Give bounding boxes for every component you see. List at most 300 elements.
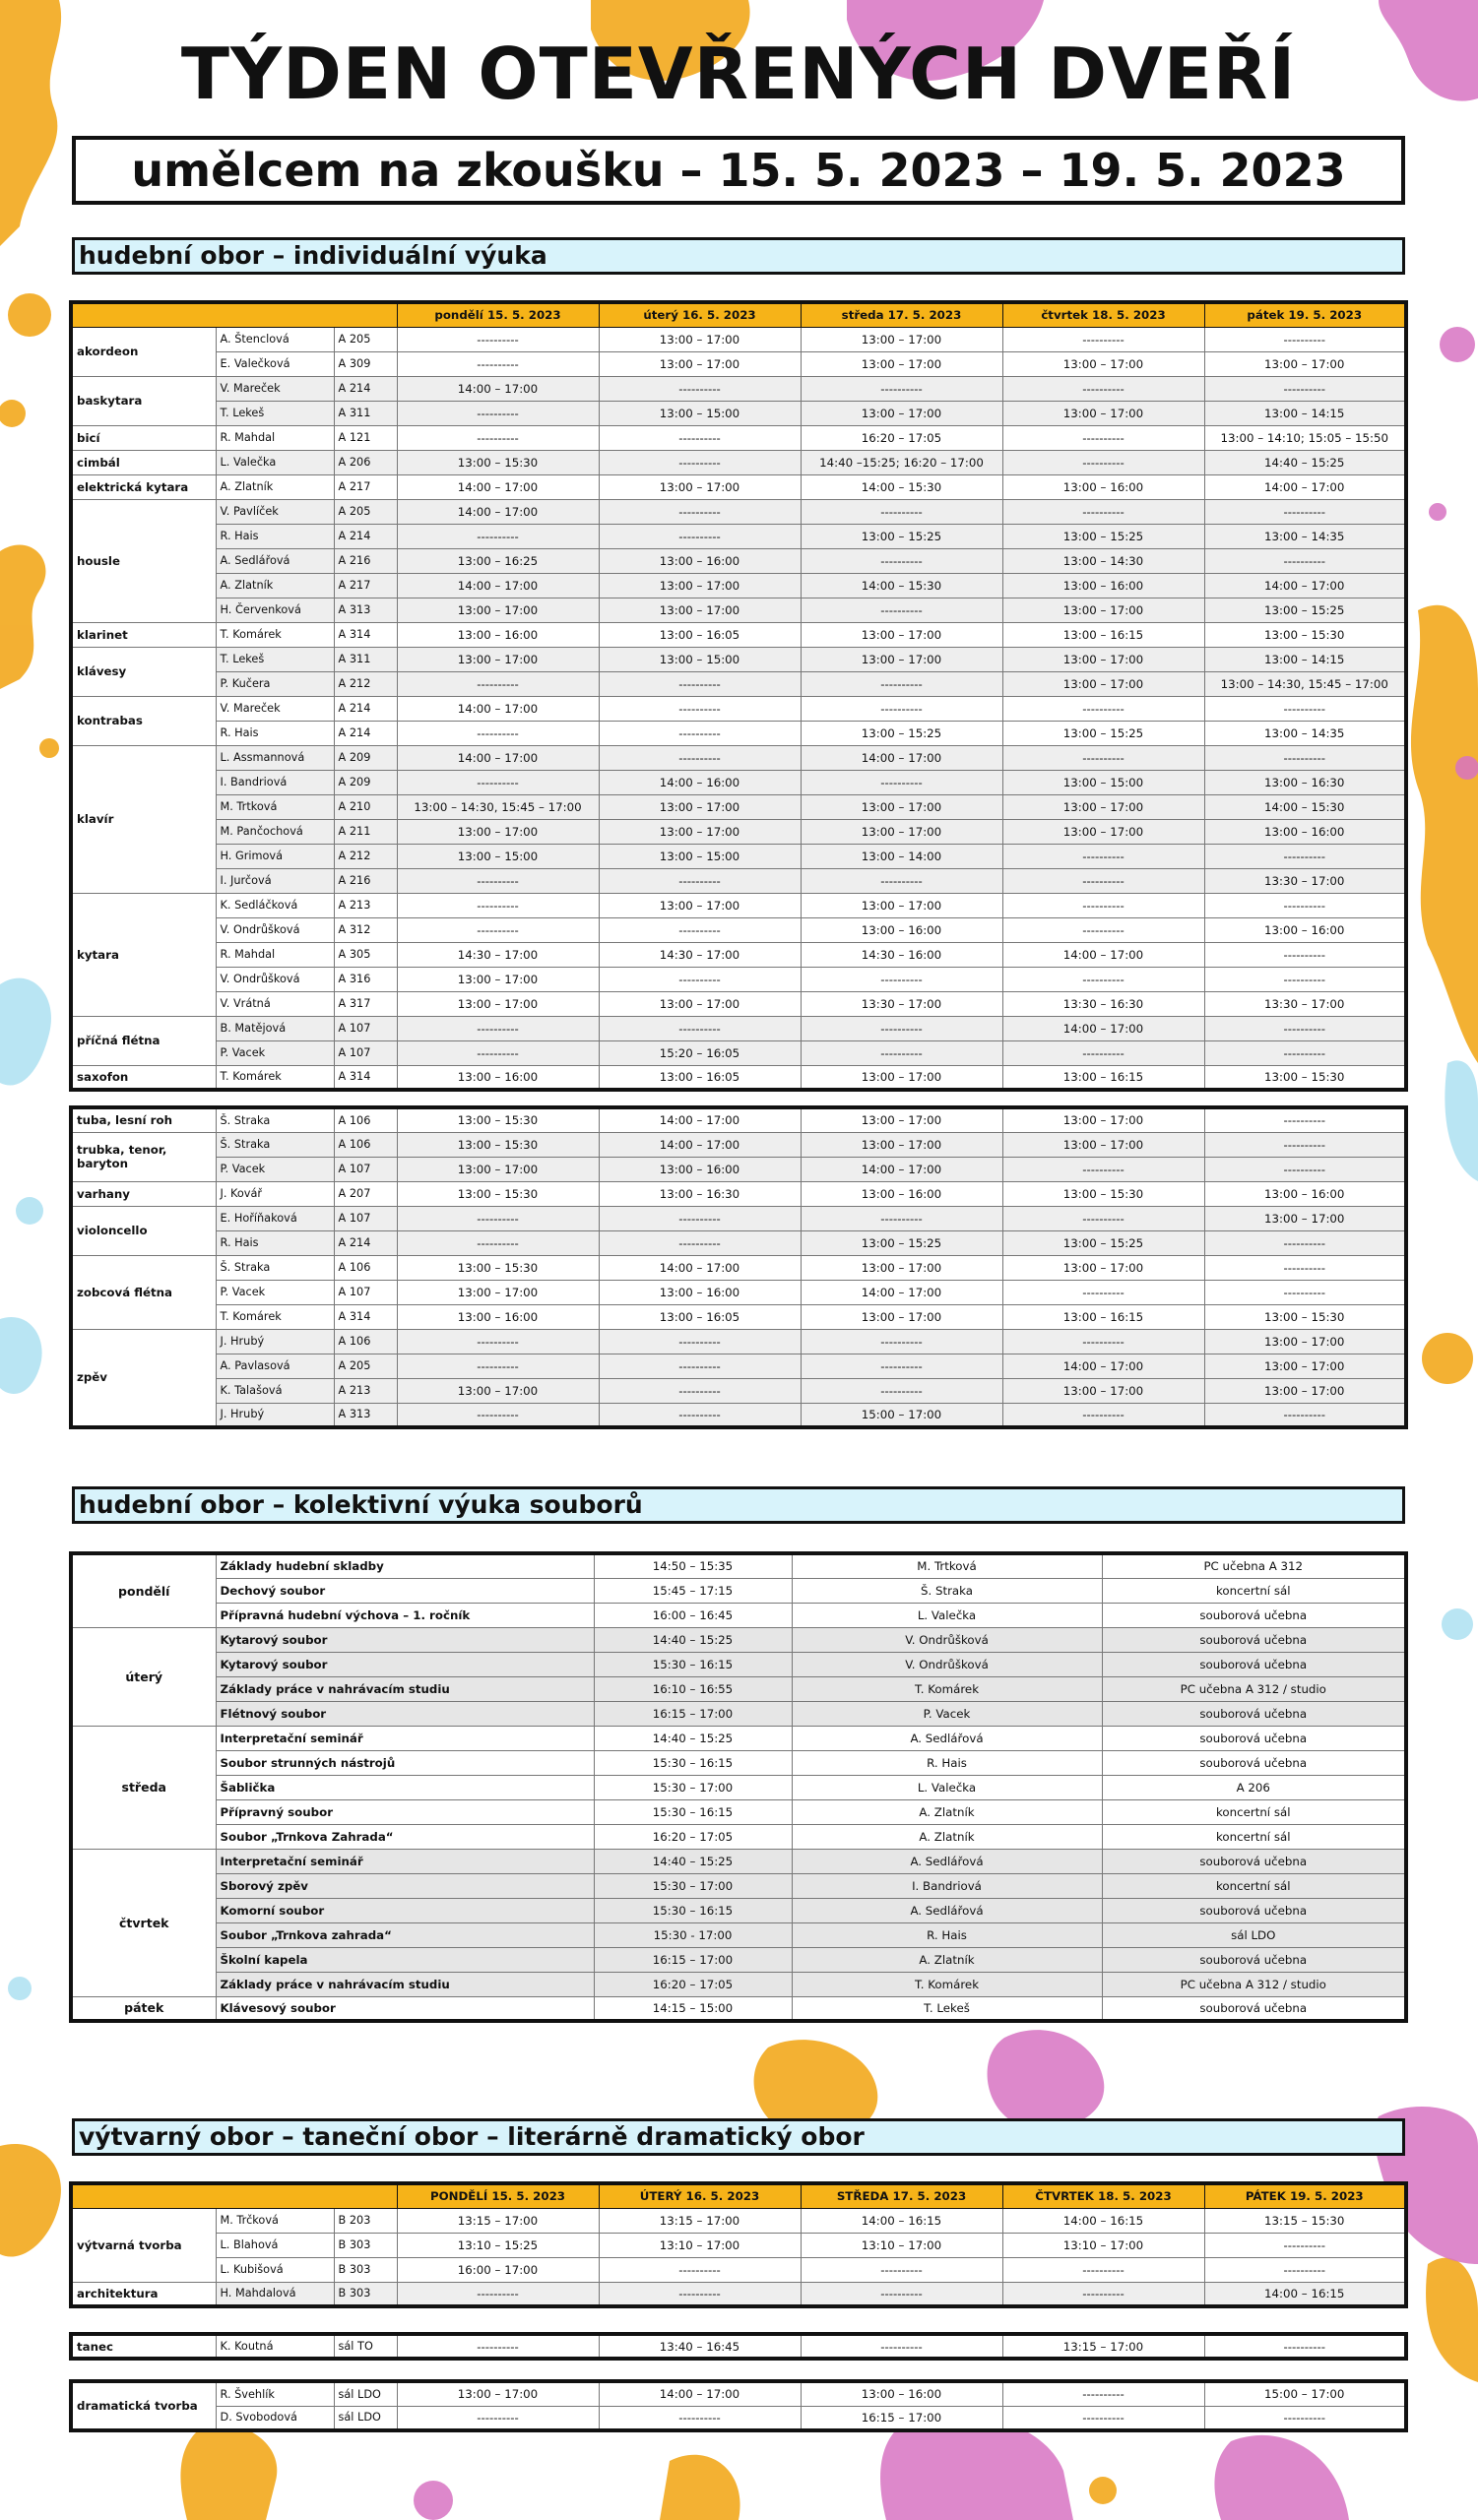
time-cell: 15:20 – 16:05 [599,1040,801,1065]
time-cell: 14:00 – 15:30 [801,573,1002,598]
time-cell: ---------- [397,401,599,425]
table-row [71,2233,1406,2257]
time-cell: ---------- [599,2282,801,2306]
time-cell: ---------- [599,696,801,721]
time-cell: ---------- [1002,745,1204,770]
time-cell: 13:15 – 17:00 [599,2208,801,2233]
time-cell: 13:00 – 15:00 [599,647,801,671]
teacher-name: T. Komárek [216,1304,334,1329]
time-cell: 13:00 – 17:00 [801,327,1002,351]
time-cell: 14:00 – 17:00 [397,696,599,721]
table-row [71,499,1406,524]
header-day: STŘEDA 17. 5. 2023 [801,2183,1002,2208]
header-blank [71,2183,397,2208]
ensemble-name: Základy práce v nahrávacím studiu [216,1676,594,1701]
room: A 121 [334,425,397,450]
room: A 206 [1102,1775,1406,1799]
instrument-name: trubka, tenor, baryton [71,1132,216,1181]
time-cell: 13:00 – 15:30 [1204,1304,1406,1329]
header-day: PONDĚLÍ 15. 5. 2023 [397,2183,599,2208]
table-row [71,844,1406,868]
room: A 314 [334,622,397,647]
time-cell: 14:00 – 17:00 [1204,474,1406,499]
day-name: středa [71,1726,216,1849]
room: sál TO [334,2334,397,2359]
instrument-name: housle [71,499,216,622]
room: sál LDO [1102,1922,1406,1947]
time-cell: 13:00 – 17:00 [1002,647,1204,671]
instrument-name: akordeon [71,327,216,376]
time-cell: 13:00 – 17:00 [801,819,1002,844]
instrument-name: výtvarná tvorba [71,2208,216,2282]
teacher-name: R. Hais [792,1922,1102,1947]
time-cell: ---------- [599,1403,801,1427]
time-cell: ---------- [599,1378,801,1403]
room: A 314 [334,1065,397,1090]
time-cell: 14:00 – 17:00 [1204,573,1406,598]
teacher-name: R. Hais [792,1750,1102,1775]
time-cell: ---------- [599,499,801,524]
time-cell: ---------- [1204,1230,1406,1255]
table-row [71,1016,1406,1040]
table-row [71,2381,1406,2406]
individual-table-a [69,300,1408,1092]
time-cell: 13:00 – 17:00 [801,351,1002,376]
time-cell: ---------- [1204,1016,1406,1040]
room: PC učebna A 312 [1102,1553,1406,1578]
time-cell: 13:10 – 17:00 [599,2233,801,2257]
time-cell: 15:30 – 16:15 [594,1652,792,1676]
time-cell: ---------- [1002,2381,1204,2406]
time-cell: 13:30 – 17:00 [1204,991,1406,1016]
time-cell: 13:00 – 14:15 [1204,401,1406,425]
time-cell: ---------- [801,868,1002,893]
room: A 209 [334,745,397,770]
teacher-name: R. Hais [216,1230,334,1255]
time-cell: 14:00 – 17:00 [801,1157,1002,1181]
teacher-name: P. Vacek [216,1280,334,1304]
time-cell: ---------- [599,721,801,745]
table-row [71,1652,1406,1676]
time-cell: ---------- [1002,1280,1204,1304]
time-cell: ---------- [599,917,801,942]
time-cell: 14:30 – 16:00 [801,942,1002,967]
instrument-name: bicí [71,425,216,450]
table-row [71,548,1406,573]
time-cell: 13:00 – 15:25 [801,524,1002,548]
table-row [71,794,1406,819]
room: souborová učebna [1102,1898,1406,1922]
time-cell: 13:00 – 17:00 [1002,1255,1204,1280]
time-cell: 15:30 – 16:15 [594,1799,792,1824]
room: A 106 [334,1132,397,1157]
time-cell: ---------- [1204,1280,1406,1304]
room: koncertní sál [1102,1578,1406,1603]
teacher-name: M. Trčková [216,2208,334,2233]
teacher-name: E. Valečková [216,351,334,376]
teacher-name: I. Jurčová [216,868,334,893]
room: A 107 [334,1016,397,1040]
time-cell: ---------- [1002,376,1204,401]
time-cell: 14:00 – 17:00 [801,1280,1002,1304]
day-name: čtvrtek [71,1849,216,1996]
time-cell: ---------- [397,1354,599,1378]
teacher-name: T. Komárek [792,1676,1102,1701]
time-cell: ---------- [1204,499,1406,524]
instrument-name: varhany [71,1181,216,1206]
room: A 216 [334,548,397,573]
table-row [71,1726,1406,1750]
table-row [71,967,1406,991]
room: A 305 [334,942,397,967]
instrument-name: architektura [71,2282,216,2306]
room: A 107 [334,1206,397,1230]
teacher-name: A. Zlatník [792,1947,1102,1972]
time-cell: 13:00 – 17:00 [801,1107,1002,1132]
table-row [71,1799,1406,1824]
time-cell: ---------- [801,2282,1002,2306]
time-cell: 14:00 – 17:00 [1002,1016,1204,1040]
teacher-name: A. Pavlasová [216,1354,334,1378]
time-cell: ---------- [397,2406,599,2430]
table-row [71,917,1406,942]
time-cell: 13:00 – 14:30, 15:45 – 17:00 [1204,671,1406,696]
table-row [71,868,1406,893]
teacher-name: D. Svobodová [216,2406,334,2430]
time-cell: 13:00 – 17:00 [1204,351,1406,376]
teacher-name: K. Sedláčková [216,893,334,917]
time-cell: 14:00 – 17:00 [1002,942,1204,967]
time-cell: 13:00 – 15:25 [801,721,1002,745]
ensemble-name: Sborový zpěv [216,1873,594,1898]
time-cell: 13:00 – 17:00 [599,819,801,844]
teacher-name: V. Vrátná [216,991,334,1016]
room: souborová učebna [1102,1996,1406,2021]
table-row [71,1206,1406,1230]
room: A 205 [334,1354,397,1378]
time-cell: 13:00 – 16:00 [801,917,1002,942]
time-cell: ---------- [397,351,599,376]
time-cell: 14:00 – 17:00 [599,1255,801,1280]
time-cell: 13:00 – 17:00 [599,474,801,499]
teacher-name: E. Hoříňaková [216,1206,334,1230]
table-row [71,647,1406,671]
time-cell: ---------- [599,2406,801,2430]
ensemble-name: Přípravný soubor [216,1799,594,1824]
teacher-name: P. Kučera [216,671,334,696]
teacher-name: A. Sedlářová [792,1726,1102,1750]
room: A 217 [334,474,397,499]
time-cell: 14:15 – 15:00 [594,1996,792,2021]
time-cell: 13:00 – 17:00 [599,598,801,622]
instrument-name: saxofon [71,1065,216,1090]
time-cell: 14:40 – 15:25 [594,1849,792,1873]
table-row [71,2406,1406,2430]
time-cell: 13:00 – 15:00 [599,844,801,868]
time-cell: ---------- [397,671,599,696]
time-cell: ---------- [397,1403,599,1427]
time-cell: ---------- [599,524,801,548]
time-cell: 13:00 – 16:00 [1002,474,1204,499]
room: B 303 [334,2233,397,2257]
instrument-name: příčná flétna [71,1016,216,1065]
time-cell: 13:00 – 14:10; 15:05 – 15:50 [1204,425,1406,450]
table-row [71,1255,1406,1280]
day-name: úterý [71,1627,216,1726]
header-day: pátek 19. 5. 2023 [1204,302,1406,327]
header-day: úterý 16. 5. 2023 [599,302,801,327]
time-cell: ---------- [1002,893,1204,917]
time-cell: ---------- [801,1378,1002,1403]
time-cell: 13:00 – 16:15 [1002,622,1204,647]
time-cell: ---------- [599,1354,801,1378]
time-cell: 14:00 – 17:00 [599,1107,801,1132]
time-cell: 16:00 – 17:00 [397,2257,599,2282]
teacher-name: M. Trtková [216,794,334,819]
ensemble-name: Soubor „Trnkova zahrada“ [216,1922,594,1947]
time-cell: ---------- [1002,696,1204,721]
room: A 214 [334,376,397,401]
time-cell: 14:00 – 17:00 [599,2381,801,2406]
section-heading-art: výtvarný obor – taneční obor – literárně dramatický obor [72,2118,1405,2156]
instrument-name: kontrabas [71,696,216,745]
time-cell: ---------- [801,598,1002,622]
teacher-name: L. Valečka [792,1603,1102,1627]
header-day: čtvrtek 18. 5. 2023 [1002,302,1204,327]
time-cell: 13:00 – 17:00 [801,647,1002,671]
time-cell: 13:00 – 17:00 [1204,1354,1406,1378]
day-name: pátek [71,1996,216,2021]
time-cell: 13:00 – 17:00 [1204,1378,1406,1403]
time-cell: 13:00 – 16:05 [599,1304,801,1329]
table-row [71,401,1406,425]
time-cell: 13:00 – 17:00 [1204,1329,1406,1354]
time-cell: 13:00 – 17:00 [599,327,801,351]
time-cell: 14:40 – 15:25 [594,1627,792,1652]
time-cell: 14:50 – 15:35 [594,1553,792,1578]
room: A 214 [334,696,397,721]
table-row [71,327,1406,351]
table-row [71,1972,1406,1996]
time-cell: ---------- [1204,1040,1406,1065]
teacher-name: P. Vacek [216,1157,334,1181]
table-row [71,1701,1406,1726]
room: A 212 [334,844,397,868]
time-cell: ---------- [1204,844,1406,868]
table-row [71,1304,1406,1329]
instrument-name: klavír [71,745,216,893]
time-cell: 13:00 – 16:00 [1204,819,1406,844]
time-cell: 13:00 – 17:00 [397,647,599,671]
day-name: pondělí [71,1553,216,1627]
table-row [71,1676,1406,1701]
page-title: TÝDEN OTEVŘENÝCH DVEŘÍ [180,32,1297,115]
teacher-name: T. Lekeš [216,647,334,671]
room: A 314 [334,1304,397,1329]
room: souborová učebna [1102,1849,1406,1873]
teacher-name: A. Zlatník [792,1799,1102,1824]
time-cell: 15:30 - 17:00 [594,1922,792,1947]
time-cell: 14:00 – 15:30 [801,474,1002,499]
time-cell: ---------- [1002,499,1204,524]
time-cell: 13:00 – 16:00 [397,1304,599,1329]
time-cell: 16:20 – 17:05 [594,1824,792,1849]
time-cell: ---------- [397,524,599,548]
time-cell: ---------- [1002,327,1204,351]
time-cell: 16:15 – 17:00 [801,2406,1002,2430]
room: A 313 [334,1403,397,1427]
teacher-name: I. Bandriová [216,770,334,794]
header-day: pondělí 15. 5. 2023 [397,302,599,327]
room: souborová učebna [1102,1652,1406,1676]
time-cell: 15:30 – 17:00 [594,1775,792,1799]
table-row [71,1553,1406,1578]
room: A 213 [334,893,397,917]
room: A 313 [334,598,397,622]
time-cell: ---------- [1204,2406,1406,2430]
teacher-name: K. Koutná [216,2334,334,2359]
time-cell: ---------- [801,696,1002,721]
ensemble-name: Přípravná hudební výchova – 1. ročník [216,1603,594,1627]
time-cell: ---------- [397,1040,599,1065]
time-cell: ---------- [397,770,599,794]
room: A 309 [334,351,397,376]
time-cell: 16:00 – 16:45 [594,1603,792,1627]
time-cell: 14:30 – 17:00 [397,942,599,967]
time-cell: 13:00 – 17:00 [1002,794,1204,819]
time-cell: ---------- [1204,696,1406,721]
teacher-name: P. Vacek [792,1701,1102,1726]
time-cell: 13:00 – 16:00 [1204,1181,1406,1206]
time-cell: 13:00 – 15:30 [1002,1181,1204,1206]
teacher-name: R. Mahdal [216,942,334,967]
table-row [71,1065,1406,1090]
table-row [71,1750,1406,1775]
teacher-name: T. Komárek [216,1065,334,1090]
room: A 317 [334,991,397,1016]
time-cell: ---------- [599,1016,801,1040]
time-cell: ---------- [397,1230,599,1255]
time-cell: 14:40 –15:25; 16:20 – 17:00 [801,450,1002,474]
table-row [71,671,1406,696]
time-cell: ---------- [1002,1040,1204,1065]
time-cell: 14:00 – 17:00 [397,499,599,524]
time-cell: ---------- [1204,2233,1406,2257]
time-cell: 13:00 – 17:00 [1002,819,1204,844]
time-cell: 16:15 – 17:00 [594,1701,792,1726]
time-cell: 13:15 – 17:00 [1002,2334,1204,2359]
time-cell: 14:40 – 15:25 [1204,450,1406,474]
time-cell: 13:10 – 17:00 [1002,2233,1204,2257]
time-cell: ---------- [1204,1403,1406,1427]
teacher-name: A. Zlatník [216,474,334,499]
teacher-name: J. Hrubý [216,1403,334,1427]
time-cell: ---------- [397,1329,599,1354]
time-cell: ---------- [1002,2406,1204,2430]
time-cell: 13:00 – 14:00 [801,844,1002,868]
time-cell: 13:00 – 17:00 [397,1378,599,1403]
room: A 106 [334,1329,397,1354]
room: sál LDO [334,2406,397,2430]
teacher-name: A. Štenclová [216,327,334,351]
instrument-name: klávesy [71,647,216,696]
ensemble-name: Základy práce v nahrávacím studiu [216,1972,594,1996]
time-cell: 13:00 – 14:30 [1002,548,1204,573]
instrument-name: elektrická kytara [71,474,216,499]
time-cell: 15:30 – 17:00 [594,1873,792,1898]
time-cell: 14:00 – 17:00 [397,376,599,401]
table-row [71,1849,1406,1873]
table-row [71,1157,1406,1181]
time-cell: 13:10 – 17:00 [801,2233,1002,2257]
time-cell: 13:30 – 16:30 [1002,991,1204,1016]
time-cell: ---------- [801,1040,1002,1065]
teacher-name: Š. Straka [216,1107,334,1132]
time-cell: 13:00 – 15:30 [397,450,599,474]
time-cell: 13:00 – 14:30, 15:45 – 17:00 [397,794,599,819]
room: A 106 [334,1255,397,1280]
time-cell: ---------- [1002,450,1204,474]
time-cell: ---------- [1204,2334,1406,2359]
room: A 106 [334,1107,397,1132]
table-row [71,696,1406,721]
time-cell: ---------- [1204,376,1406,401]
header-day: PÁTEK 19. 5. 2023 [1204,2183,1406,2208]
teacher-name: B. Matějová [216,1016,334,1040]
room: A 214 [334,1230,397,1255]
time-cell: ---------- [801,2257,1002,2282]
room: B 303 [334,2282,397,2306]
time-cell: ---------- [1002,1403,1204,1427]
teacher-name: H. Červenková [216,598,334,622]
time-cell: ---------- [1204,893,1406,917]
time-cell: ---------- [599,376,801,401]
teacher-name: A. Zlatník [216,573,334,598]
table-header-row [71,302,1406,327]
time-cell: 16:10 – 16:55 [594,1676,792,1701]
room: koncertní sál [1102,1824,1406,1849]
time-cell: ---------- [801,770,1002,794]
time-cell: 16:20 – 17:05 [801,425,1002,450]
room: A 311 [334,401,397,425]
time-cell: ---------- [801,548,1002,573]
time-cell: ---------- [801,1206,1002,1230]
teacher-name: J. Kovář [216,1181,334,1206]
teacher-name: L. Assmannová [216,745,334,770]
ensemble-name: Klávesový soubor [216,1996,594,2021]
time-cell: ---------- [801,2334,1002,2359]
teacher-name: V. Ondrůšková [792,1652,1102,1676]
ensemble-name: Komorní soubor [216,1898,594,1922]
table-row [71,1132,1406,1157]
time-cell: 13:00 – 17:00 [801,794,1002,819]
table-row [71,721,1406,745]
time-cell: 15:30 – 16:15 [594,1898,792,1922]
table-header-row [71,2183,1406,2208]
time-cell: 13:00 – 15:25 [1002,524,1204,548]
teacher-name: Š. Straka [216,1132,334,1157]
room: A 213 [334,1378,397,1403]
time-cell: ---------- [397,1016,599,1040]
table-row [71,745,1406,770]
ensemble-name: Kytarový soubor [216,1652,594,1676]
ensemble-name: Kytarový soubor [216,1627,594,1652]
teacher-name: V. Mareček [216,376,334,401]
table-row [71,1040,1406,1065]
time-cell: 13:00 – 16:00 [1002,573,1204,598]
room: A 207 [334,1181,397,1206]
time-cell: ---------- [1204,327,1406,351]
